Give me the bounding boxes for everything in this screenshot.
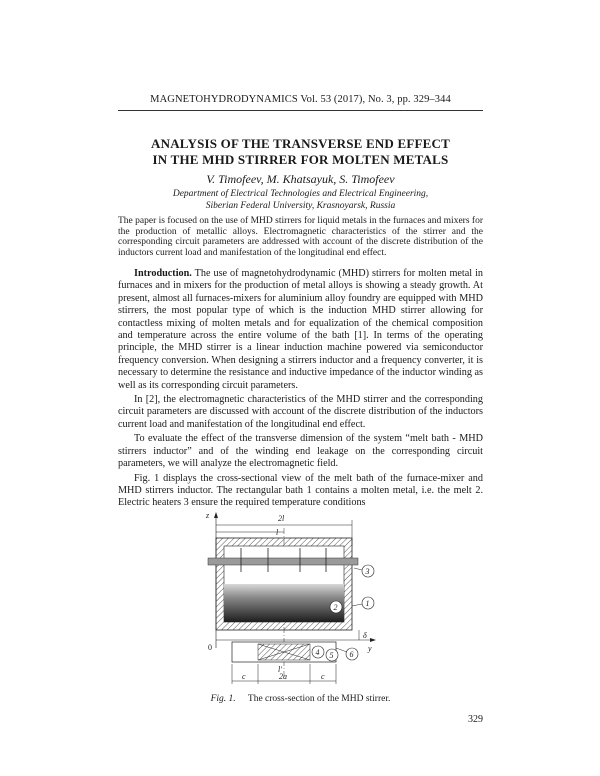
paragraph-4: Fig. 1 displays the cross-sectional view of the melt bath of the furnace-mixer and MHD stirrers inductor. The rectangular bath 1 contains a molten metal, i.e. the melt 2. Electric heaters 3 ensure the required temperature conditions bbox=[118, 472, 483, 509]
label-n2: 2 bbox=[333, 603, 338, 612]
label-delta: δ bbox=[363, 631, 367, 640]
page-number: 329 bbox=[468, 714, 483, 725]
authors: V. Timofeev, M. Khatsayuk, S. Timofeev bbox=[206, 172, 395, 186]
label-origin: 0 bbox=[208, 643, 212, 652]
paragraph-1-text: The use of magnetohydrodynamic (MHD) stirrers for molten metal in furnaces and in mixers for the production of metal alloys is showing a steady growth. At present, almost all furnaces-mixers for aluminium alloy foundry are equipped with MHD stirrers, the most popular type of which is the induction MHD stirrer allowing for contactless mixing of molten metals and for equalization of the chemical composition and temperature across the entire volume of the bath [1]. In terms of the operating principle, the MHD stirrer is a linear induction machine powered via semiconductor frequency conversion. When designing a stirrers inductor and a frequency converter, it is necessary to determine the resistance and inductive impedance of the inductor winding as well as its corresponding circuit parameters. bbox=[118, 268, 483, 391]
label-n3-top: 3 bbox=[365, 567, 370, 576]
leader-3-top bbox=[354, 568, 362, 570]
figure-caption bbox=[118, 694, 483, 704]
introduction-heading: Introduction. bbox=[134, 268, 192, 279]
body-text bbox=[118, 268, 483, 512]
running-head: MAGNETOHYDRODYNAMICS Vol. 53 (2017), No. 3, pp. 329–344 bbox=[150, 94, 451, 105]
label-n4: 4 bbox=[315, 648, 320, 657]
abstract: The paper is focused on the use of MHD stirrers for liquid metals in the furnaces and mixers for the production of metallic alloys. Electromagnetic characteristics of the stirrer and the corresponding circuit parameters are addressed with account of the discrete distribution of the inductors current load and manifestation of the longitudinal end effect. bbox=[118, 216, 483, 258]
title-line-1: ANALYSIS OF THE TRANSVERSE END EFFECT bbox=[151, 136, 450, 151]
title-line-2: IN THE MHD STIRRER FOR MOLTEN METALS bbox=[152, 152, 449, 167]
paragraph-2: In [2], the electromagnetic characteristics of the MHD stirrer and the corresponding circuit parameters are discussed with account of the discrete distribution of the inductors current load and manifestation of the longitudinal end effect. bbox=[118, 394, 483, 430]
label-2a: 2a bbox=[279, 672, 287, 681]
label-z: z bbox=[206, 511, 210, 520]
header-rule bbox=[118, 110, 483, 111]
caption-label: Fig. 1. bbox=[210, 694, 236, 704]
label-y: y bbox=[368, 644, 372, 653]
label-c-left: c bbox=[242, 672, 246, 681]
affiliation-line-2: Siberian Federal University, Krasnoyarsk, Russia bbox=[205, 201, 396, 211]
paragraph-3: To evaluate the effect of the transverse dimension of the system “melt bath - MHD stirrers inductor” and of the winding end leakage on the corresponding circuit parameters, we will analyze the electromagnetic field. bbox=[118, 433, 483, 470]
affiliation bbox=[118, 188, 483, 212]
affiliation-line-1: Department of Electrical Technologies and Electrical Engineering, bbox=[172, 189, 429, 199]
y-axis-arrow bbox=[370, 638, 376, 642]
article-title bbox=[118, 136, 483, 168]
melt-region bbox=[224, 584, 344, 622]
z-axis-arrow bbox=[214, 512, 218, 518]
heater-bar bbox=[208, 558, 358, 565]
leader-6 bbox=[336, 648, 347, 652]
stirrer-cross-section-diagram bbox=[196, 508, 396, 688]
label-n5: 5 bbox=[329, 651, 334, 660]
leader-1 bbox=[352, 604, 362, 606]
paragraph-introduction bbox=[118, 268, 483, 392]
label-n6: 6 bbox=[349, 650, 354, 659]
figure-1 bbox=[196, 508, 396, 688]
label-l: l bbox=[276, 528, 279, 537]
label-2l: 2l bbox=[278, 514, 285, 523]
label-c-right: c bbox=[321, 672, 325, 681]
caption-text: The cross-section of the MHD stirrer. bbox=[247, 694, 391, 704]
label-n1: 1 bbox=[365, 599, 370, 608]
label-l-prime: l′ bbox=[278, 665, 282, 674]
